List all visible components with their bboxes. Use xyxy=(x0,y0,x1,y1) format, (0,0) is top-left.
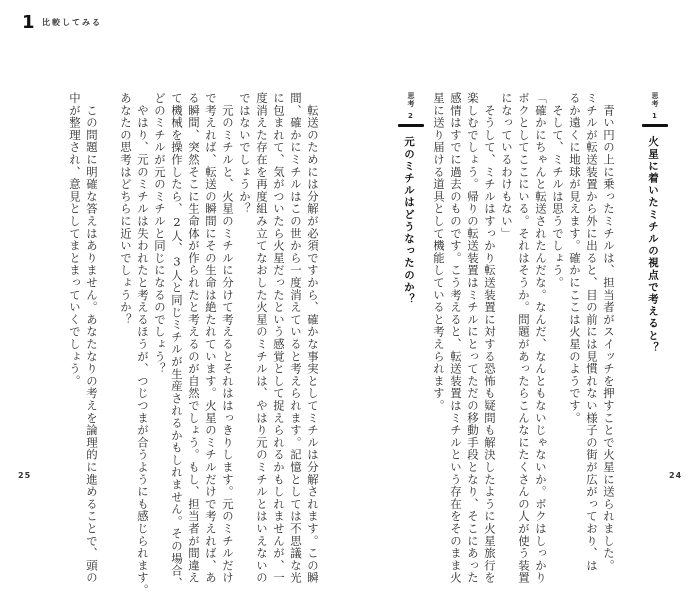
text-line: 青い円の上に乗ったミチルは、担当者がスイッチを押すことで火星に送られました。 xyxy=(602,92,616,572)
text-line: るか遠くに地球が見えます。確かにここは火星のようです。 xyxy=(568,92,582,425)
page-number-right: 24 xyxy=(669,471,683,480)
section1-divider xyxy=(642,124,668,127)
text-line: 星に送り届ける道具として機能していると考えられます。 xyxy=(432,92,446,412)
section2-heading: 元のミチルはどうなったのか？ xyxy=(403,136,415,306)
section1-label-number: 1 xyxy=(652,112,657,120)
text-line: に包まれて、気がついたら火星だったという感覚として捉えられるかもしれませんが、一 xyxy=(272,92,286,584)
text-line: 転送のためには分解が必須ですから、確かな事実としてミチルは分解されます。この瞬 xyxy=(306,92,320,584)
section1-label: 思考 xyxy=(651,92,659,108)
text-line: あなたの思考はどちらに近いでしょうか？ xyxy=(119,92,133,326)
text-line: 元のミチルと、火星のミチルに分けて考えるとそれははっきりします。元のミチルだけ xyxy=(221,92,235,584)
text-line: そうして、ミチルはすっかり転送装置に対する恐怖も疑問も解決したように火星旅行を xyxy=(483,92,497,584)
text-line: て機械を操作したら、2人、3人と同じミチルが生産されるかもしれません。その場合、 xyxy=(170,92,184,590)
text-line: 感情はすでに過去のものです。こう考えると、転送装置はミチルという存在をそのまま火 xyxy=(449,92,463,584)
text-line: ボクとしてここにいる。それはそうか。問題があったらこんなにたくさんの人が使う装置 xyxy=(517,92,531,584)
chapter-title: 比較してみる xyxy=(42,18,102,27)
text-line: ではないでしょうか？ xyxy=(238,92,252,215)
text-line: 度消えた存在を再度組み立てなおした火星のミチルは、やはり元のミチルとはいえないの xyxy=(255,92,269,584)
text-line: で考えれば、転送の瞬間にその生命は絶たれています。火星のミチルだけで考えれば、あ xyxy=(204,92,218,584)
section1-heading: 火星に着いたミチルの視点で考えると？ xyxy=(647,136,659,354)
text-line: やはり、元のミチルは失われたと考えるほうが、つじつまが合うようにも感じられます。 xyxy=(136,92,150,596)
text-line: ミチルが転送装置から外に出ると、目の前には見慣れない様子の街が広がっており、は xyxy=(585,92,599,572)
section2-divider xyxy=(398,124,424,127)
text-line: 「確かにちゃんと転送されたんだな。なんだ、なんともないじゃないか。ボクはしっかり xyxy=(534,92,548,584)
chapter-number: 1 xyxy=(22,12,35,33)
text-line: る瞬間、突然そこに生命体が作られたと考えるのが自然でしょう。もし、担当者が間違え xyxy=(187,92,201,584)
section2-label: 思考 xyxy=(407,92,415,108)
text-line: になっているわけもない」 xyxy=(500,92,514,240)
page-number-left: 25 xyxy=(18,471,32,480)
section2-label-number: 2 xyxy=(408,112,413,120)
text-line: そして、ミチルは思うでしょう。 xyxy=(551,92,565,289)
text-line: 楽しむでしょう。帰りの転送装置はミチルにとってただの移動手段となり、そこにあった xyxy=(466,92,480,584)
text-line: この問題に明確な答えはありません。あなたなりの考えを論理的に進めることで、頭の xyxy=(85,92,99,584)
text-line: 間、確かにミチルはこの世から一度消えていると考えられます。記憶としては不思議な光 xyxy=(289,92,303,584)
text-line: どのミチルが元のミチルと同じになるのでしょう？ xyxy=(153,92,167,375)
text-line: 中が整理され、意見としてまとまっていくでしょう。 xyxy=(68,92,82,388)
